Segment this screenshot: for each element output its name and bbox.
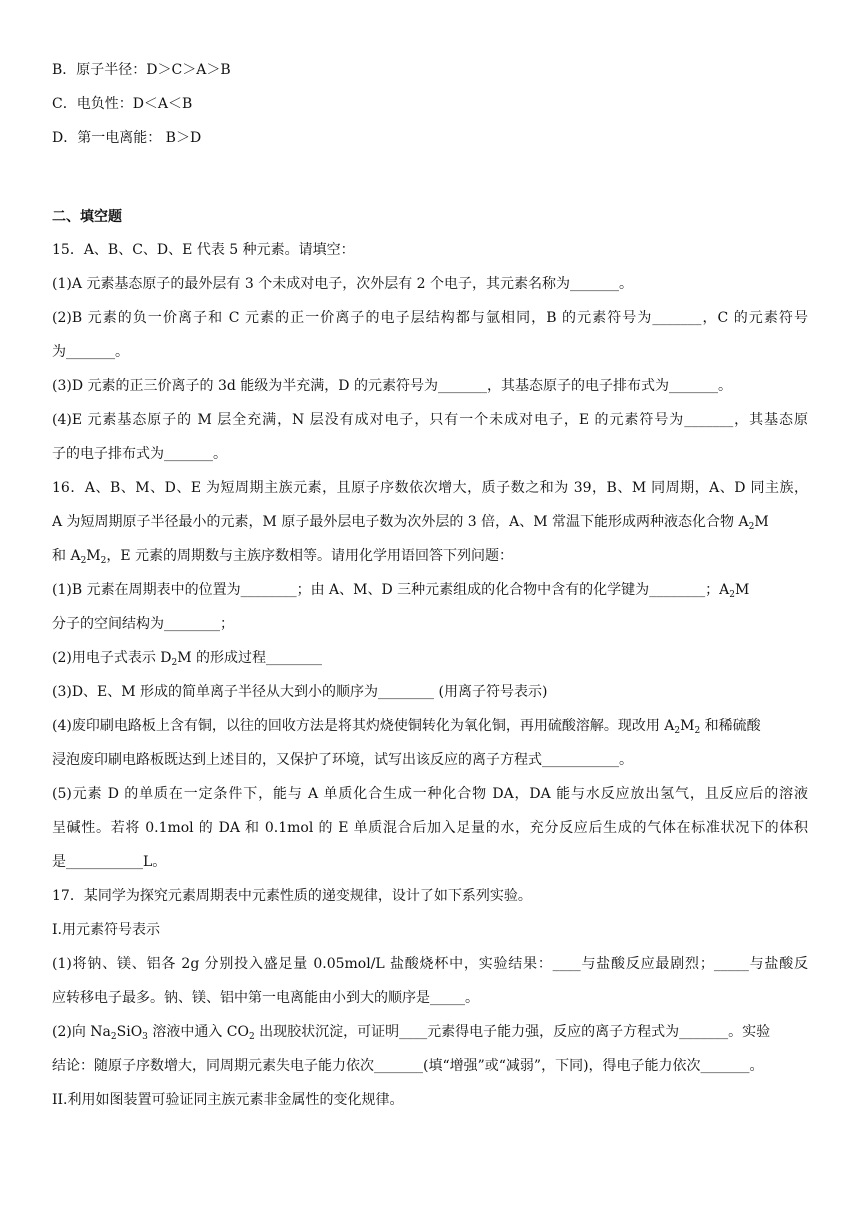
section-title: 二、填空题 bbox=[52, 209, 122, 225]
q16-part5-line3: 是___________L。 bbox=[52, 854, 167, 870]
q16-stem-line2: A 为短周期原子半径最小的元素，M 原子最外层电子数为次外层的 3 倍，A、M 常温下能形成两种液态化合物 $A_2M$ bbox=[52, 514, 769, 532]
q17-part2-line2: 结论：随原子序数增大，同周期元素失电子能力依次_______(填“增强”或“减弱”，下同)，得电子能力依次_______。 bbox=[52, 1058, 764, 1074]
q15-part4-line2: 子的电子排布式为_______。 bbox=[52, 446, 227, 462]
q16-part4-line2: 浸泡废印刷电路板既达到上述目的，又保护了环境，试写出该反应的离子方程式___________。 bbox=[52, 752, 633, 768]
q16-part1-line1: (1)B 元素在周期表中的位置为________；由 A、M、D 三种元素组成的化合物中含有的化学键为________；$A_2M$ bbox=[52, 582, 750, 600]
q17-stem: 17．某同学为探究元素周期表中元素性质的递变规律，设计了如下系列实验。 bbox=[52, 888, 532, 904]
q15-part2-line2: 为_______。 bbox=[52, 344, 129, 360]
q16-stem-line1: 16．A、B、M、D、E 为短周期主族元素，且原子序数依次增大，质子数之和为 39，B、M 同周期，A、D 同主族， bbox=[52, 480, 808, 496]
q16-part1-line2: 分子的空间结构为________； bbox=[52, 616, 234, 632]
q16-part5-line2: 呈碱性。若将 0.1mol 的 DA 和 0.1mol 的 E 单质混合后加入足量的水，充分反应后生成的气体在标准状况下的体积 bbox=[52, 820, 808, 836]
q15-part4-line1: (4)E 元素基态原子的 M 层全充满，N 层没有成对电子，只有一个未成对电子，E 的元素符号为_______，其基态原 bbox=[52, 412, 808, 428]
q16-part2: (2)用电子式表示 $D_2M$ 的形成过程________ bbox=[52, 650, 323, 668]
q17-part-ii: II.利用如图装置可验证同主族元素非金属性的变化规律。 bbox=[52, 1092, 404, 1108]
q17-part1-line1: (1)将钠、镁、铝各 2g 分别投入盛足量 0.05mol/L 盐酸烧杯中，实验结果：____与盐酸反应最剧烈；_____与盐酸反 bbox=[52, 956, 808, 972]
option-d: D．第一电离能： B＞D bbox=[52, 130, 202, 146]
q17-part2-line1: (2)向 $Na_2SiO_3$ 溶液中通入 $CO_2$ 出现胶状沉淀，可证明____元素得电子能力强，反应的离子方程式为_______。实验 bbox=[52, 1024, 771, 1042]
q15-part3: (3)D 元素的正三价离子的 3d 能级为半充满，D 的元素符号为_______，其基态原子的电子排布式为_______。 bbox=[52, 378, 732, 394]
q16-part3: (3)D、E、M 形成的简单离子半径从大到小的顺序为________ (用离子符号表示) bbox=[52, 684, 548, 700]
q16-part4-line1: (4)废印刷电路板上含有铜，以往的回收方法是将其灼烧使铜转化为氧化铜，再用硫酸溶解。现改用 $A_2M_2$ 和稀硫酸 bbox=[52, 718, 761, 736]
q15-part1: (1)A 元素基态原子的最外层有 3 个未成对电子，次外层有 2 个电子，其元素名称为_______。 bbox=[52, 276, 634, 292]
q17-part-i: I.用元素符号表示 bbox=[52, 922, 160, 938]
option-c: C．电负性：D＜A＜B bbox=[52, 96, 193, 112]
q17-part1-line2: 应转移电子最多。钠、镁、铝中第一电离能由小到大的顺序是_____。 bbox=[52, 990, 479, 1006]
q15-stem: 15．A、B、C、D、E 代表 5 种元素。请填空： bbox=[52, 242, 355, 258]
q15-part2-line1: (2)B 元素的负一价离子和 C 元素的正一价离子的电子层结构都与氩相同，B 的元素符号为_______，C 的元素符号 bbox=[52, 310, 808, 326]
q16-part5-line1: (5)元素 D 的单质在一定条件下，能与 A 单质化合生成一种化合物 DA，DA 能与水反应放出氢气，且反应后的溶液 bbox=[52, 786, 808, 802]
q16-stem-line3: 和 $A_2M_2$，E 元素的周期数与主族序数相等。请用化学用语回答下列问题： bbox=[52, 548, 514, 566]
option-b: B．原子半径：D＞C＞A＞B bbox=[52, 62, 231, 78]
